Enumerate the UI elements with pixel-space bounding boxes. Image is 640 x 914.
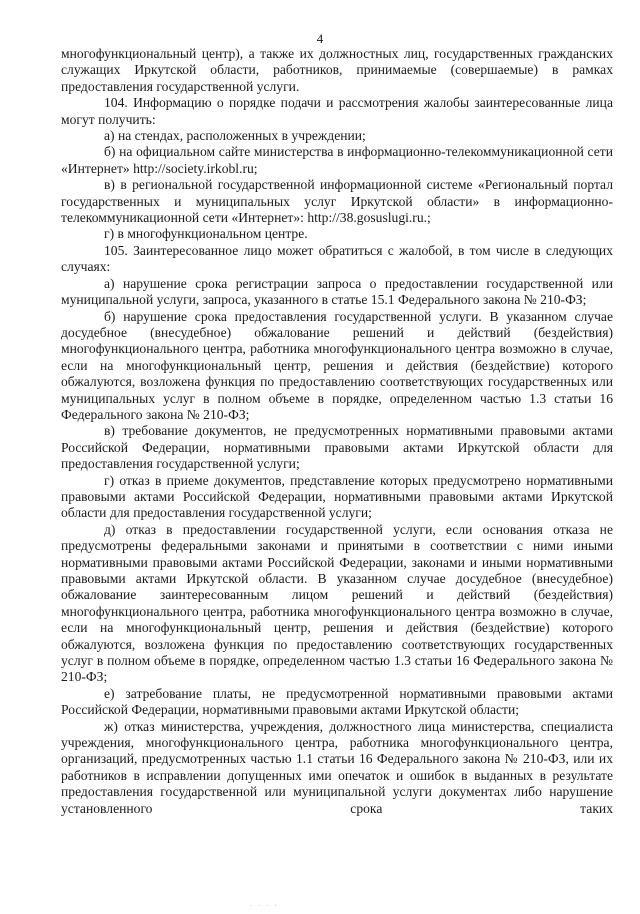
scan-artifact: · · · · — [250, 902, 279, 910]
paragraph-continuation: многофункциональный центр), а также их должностных лиц, государственных гражданских служащих Иркутской области, работников, принимаемые (совершаемые) в рамках предоставления государственной услуги. — [61, 46, 613, 94]
paragraph-105-g: г) отказ в приеме документов, представление которых предусмотрено нормативными правовыми актами Российской Федерации, нормативными правовыми актами Иркутской области для предоставления государственной услуги; — [61, 472, 613, 521]
paragraph-104-b: б) на официальном сайте министерства в информационно-телекоммуникационной сети «Интернет» http://society.irkobl.ru; — [61, 144, 613, 176]
paragraph-104: 104. Информацию о порядке подачи и рассмотрения жалобы заинтересованные лица могут получить: — [61, 95, 613, 127]
paragraph-104-g: г) в многофункциональном центре. — [104, 226, 308, 242]
paragraph-105-v: в) требование документов, не предусмотренных нормативными правовыми актами Российской Федерации, нормативными правовыми актами Иркутской области для предоставления государственной услуги; — [61, 423, 613, 472]
paragraph-104-v: в) в региональной государственной информационной системе «Региональный портал государственных и муниципальных услуг Иркутской области» в информационно-телекоммуникационной сети «Интернет»: http://38.gosuslugi.ru.; — [61, 177, 613, 226]
paragraph-105-b: б) нарушение срока предоставления государственной услуги. В указанном случае досудебное (внесудебное) обжалование решений и действий (бездействия) многофункционального центра, работника многофункционального центра возможно в случае, если на многофункциональный центр, решения и действия (бездействие) которого обжалуются, возложена функция по предоставлению соответствующих государственных или муниципальных услуг в полном объеме в порядке, определенном частью 1.3 статьи 16 Федерального закона № 210-ФЗ; — [61, 308, 613, 422]
paragraph-104-a: а) на стендах, расположенных в учреждении; — [104, 128, 366, 144]
paragraph-105-e: е) затребование платы, не предусмотренной нормативными правовыми актами Российской Федерации, нормативными правовыми актами Иркутской области; — [61, 685, 613, 718]
paragraph-105: 105. Заинтересованное лицо может обратиться с жалобой, в том числе в следующих случаях: — [61, 242, 613, 275]
document-body — [61, 46, 613, 817]
paragraph-105-a: а) нарушение срока регистрации запроса о предоставлении государственной или муниципальной услуги, запроса, указанного в статье 15.1 Федерального закона № 210-ФЗ; — [61, 275, 613, 308]
page-number: 4 — [316, 31, 324, 46]
paragraph-105-zh: ж) отказ министерства, учреждения, должностного лица министерства, специалиста учреждения, многофункционального центра, работника многофункционального центра, организаций, предусмотренных частью 1.1 статьи 16 Федерального закона № 210-ФЗ, или их работников в исправлении допущенных ими опечаток и ошибок в выданных в результате предоставления государственной или муниципальной услуги документах либо нарушение установленного срока таких — [61, 718, 613, 816]
paragraph-105-d: д) отказ в предоставлении государственной услуги, если основания отказа не предусмотрены федеральными законами и принятыми в соответствии с ними иными нормативными правовыми актами Российской Федерации, законами и иными нормативными правовыми актами Иркутской области. В указанном случае досудебное (внесудебное) обжалование заинтересованным лицом решений и действий (бездействия) многофункционального центра, работника многофункционального центра возможно в случае, если на многофункциональный центр, решения и действия (бездействие) которого обжалуются, возложена функция по предоставлению соответствующих государственных услуг в полном объеме в порядке, определенном частью 1.3 статьи 16 Федерального закона № 210-ФЗ; — [61, 521, 613, 685]
